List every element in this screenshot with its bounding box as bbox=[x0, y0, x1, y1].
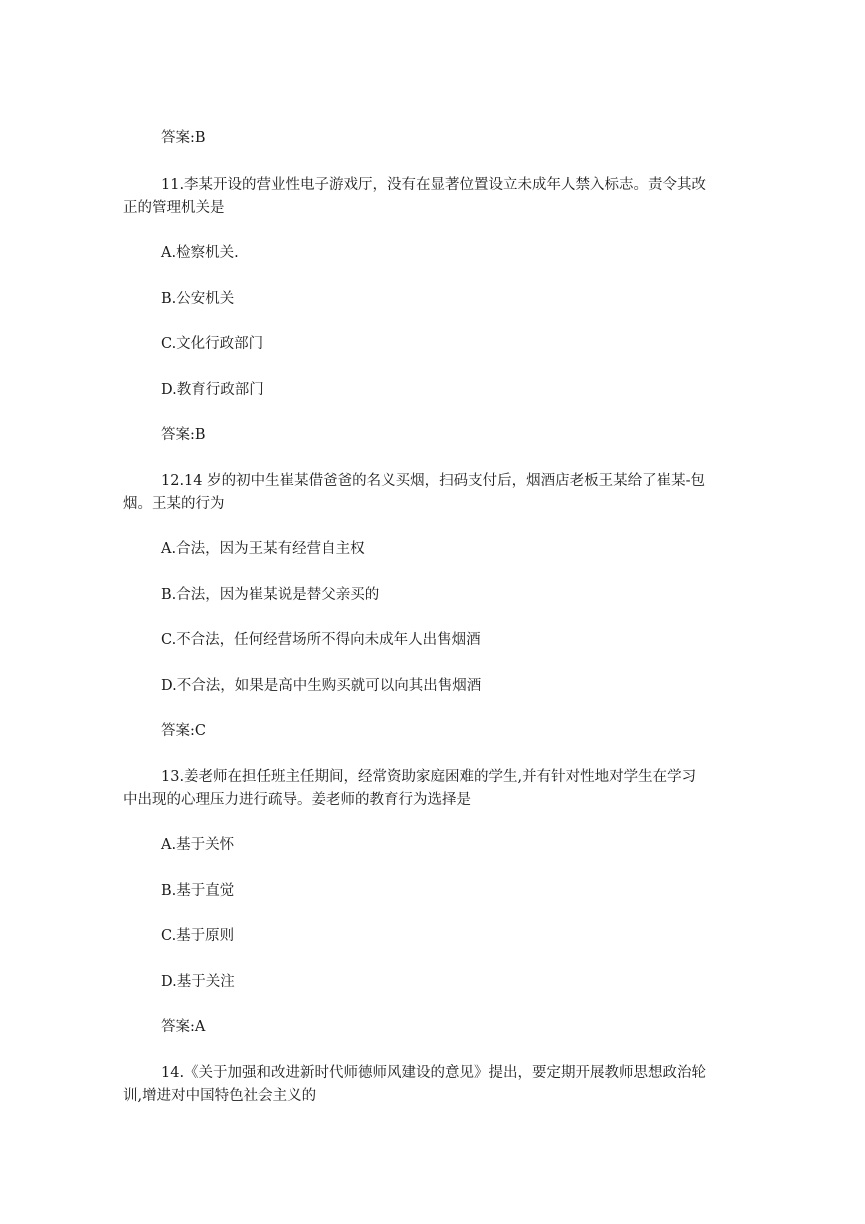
question-12-option-a: A.合法，因为王某有经营自主权 bbox=[161, 541, 365, 557]
question-12-line-2: 烟。王某的行为 bbox=[123, 496, 225, 512]
question-11-line-2: 正的管理机关是 bbox=[123, 200, 225, 216]
answer-13: 答案:A bbox=[161, 1019, 206, 1035]
question-11-option-b: B.公安机关 bbox=[161, 291, 235, 307]
question-11-option-a: A.检察机关. bbox=[161, 245, 239, 261]
question-12-line-1: 12.14 岁的初中生崔某借爸爸的名义买烟，扫码支付后，烟酒店老板王某给了崔某-包 bbox=[161, 473, 706, 489]
question-12-option-d: D.不合法，如果是高中生购买就可以向其出售烟酒 bbox=[161, 678, 482, 694]
question-13-option-d: D.基于关注 bbox=[161, 974, 235, 990]
question-13-line-1: 13.姜老师在担任班主任期间，经常资助家庭困难的学生,并有针对性地对学生在学习 bbox=[161, 769, 697, 785]
answer-10: 答案:B bbox=[161, 130, 206, 146]
question-14-line-2: 训,增进对中国特色社会主义的 bbox=[123, 1088, 317, 1104]
question-12-option-b: B.合法，因为崔某说是替父亲买的 bbox=[161, 587, 380, 603]
answer-12: 答案:C bbox=[161, 723, 206, 739]
question-13-option-c: C.基于原则 bbox=[161, 928, 235, 944]
question-11-line-1: 11.李某开设的营业性电子游戏厅，没有在显著位置设立未成年人禁入标志。责令其改 bbox=[161, 177, 707, 193]
question-13-option-a: A.基于关怀 bbox=[161, 837, 235, 853]
question-13-line-2: 中出现的心理压力进行疏导。姜老师的教育行为选择是 bbox=[123, 792, 471, 808]
question-11-option-c: C.文化行政部门 bbox=[161, 336, 264, 352]
answer-11: 答案:B bbox=[161, 427, 206, 443]
question-14-line-1: 14.《关于加强和改进新时代师德师风建设的意见》提出，要定期开展教师思想政治轮 bbox=[161, 1065, 707, 1081]
question-13-option-b: B.基于直觉 bbox=[161, 883, 235, 899]
question-12-option-c: C.不合法，任何经营场所不得向未成年人出售烟酒 bbox=[161, 632, 481, 648]
question-11-option-d: D.教育行政部门 bbox=[161, 382, 264, 398]
